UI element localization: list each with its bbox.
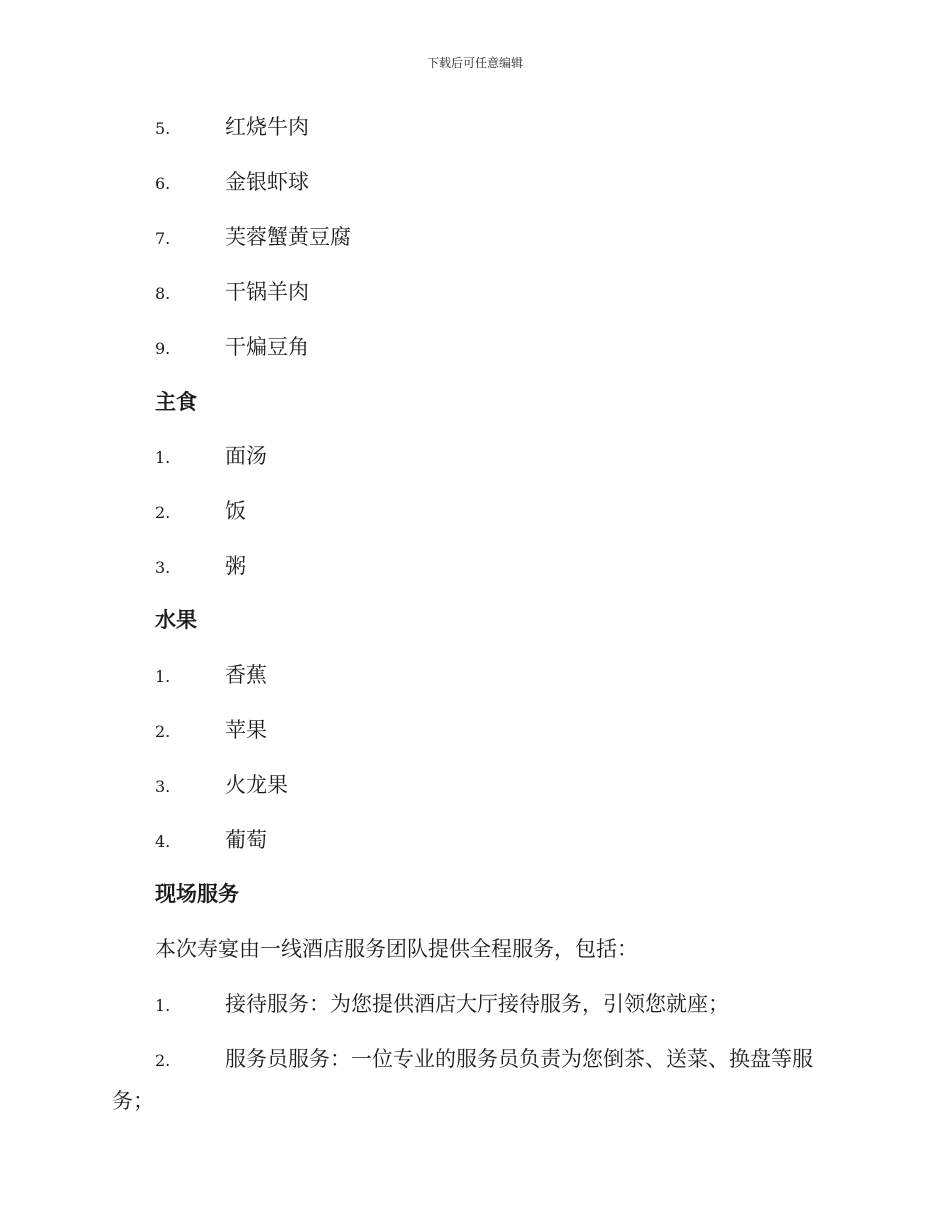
list-item	[155, 499, 246, 525]
list-text: 金银虾球	[225, 170, 309, 194]
list-text: 火龙果	[225, 773, 288, 797]
list-text: 服务员服务：一位专业的服务员负责为您倒茶、送菜、换盘等服	[225, 1047, 813, 1071]
list-text: 干锅羊肉	[225, 280, 309, 304]
list-number: 2.	[155, 722, 171, 741]
list-text: 接待服务：为您提供酒店大厅接待服务，引领您就座；	[225, 992, 729, 1016]
list-item	[155, 1047, 813, 1073]
list-number: 1.	[155, 996, 171, 1015]
list-number: 1.	[155, 448, 171, 467]
list-text-continuation: 务；	[112, 1089, 154, 1113]
list-item	[155, 280, 309, 306]
list-text: 面汤	[225, 444, 267, 468]
list-text: 葡萄	[225, 828, 267, 852]
list-number: 2.	[155, 1051, 171, 1070]
list-item	[155, 225, 351, 251]
list-number: 3.	[155, 558, 171, 577]
list-text: 芙蓉蟹黄豆腐	[225, 225, 351, 249]
service-intro: 本次寿宴由一线酒店服务团队提供全程服务，包括：	[155, 937, 638, 961]
list-text: 香蕉	[225, 663, 267, 687]
list-number: 9.	[155, 339, 171, 358]
list-item	[155, 663, 267, 689]
section-heading-service: 现场服务	[155, 882, 239, 906]
list-text: 苹果	[225, 718, 267, 742]
list-item	[155, 444, 267, 470]
list-text: 干煸豆角	[225, 335, 309, 359]
section-heading-staple: 主食	[155, 390, 197, 414]
list-text: 粥	[225, 554, 246, 578]
list-number: 3.	[155, 777, 171, 796]
list-number: 5.	[155, 119, 171, 138]
list-number: 4.	[155, 832, 171, 851]
list-number: 1.	[155, 667, 171, 686]
list-text: 红烧牛肉	[225, 115, 309, 139]
list-item	[155, 828, 267, 854]
list-item	[155, 554, 246, 580]
page-header: 下载后可任意编辑	[426, 56, 523, 70]
list-item	[155, 718, 267, 744]
list-number: 8.	[155, 284, 171, 303]
list-item	[155, 115, 309, 141]
list-number: 7.	[155, 229, 171, 248]
section-heading-fruit: 水果	[155, 608, 197, 632]
list-text: 饭	[225, 499, 246, 523]
list-item	[155, 773, 288, 799]
list-item	[155, 170, 309, 196]
list-item	[155, 992, 729, 1018]
list-number: 2.	[155, 503, 171, 522]
list-number: 6.	[155, 174, 171, 193]
list-item	[155, 335, 309, 361]
